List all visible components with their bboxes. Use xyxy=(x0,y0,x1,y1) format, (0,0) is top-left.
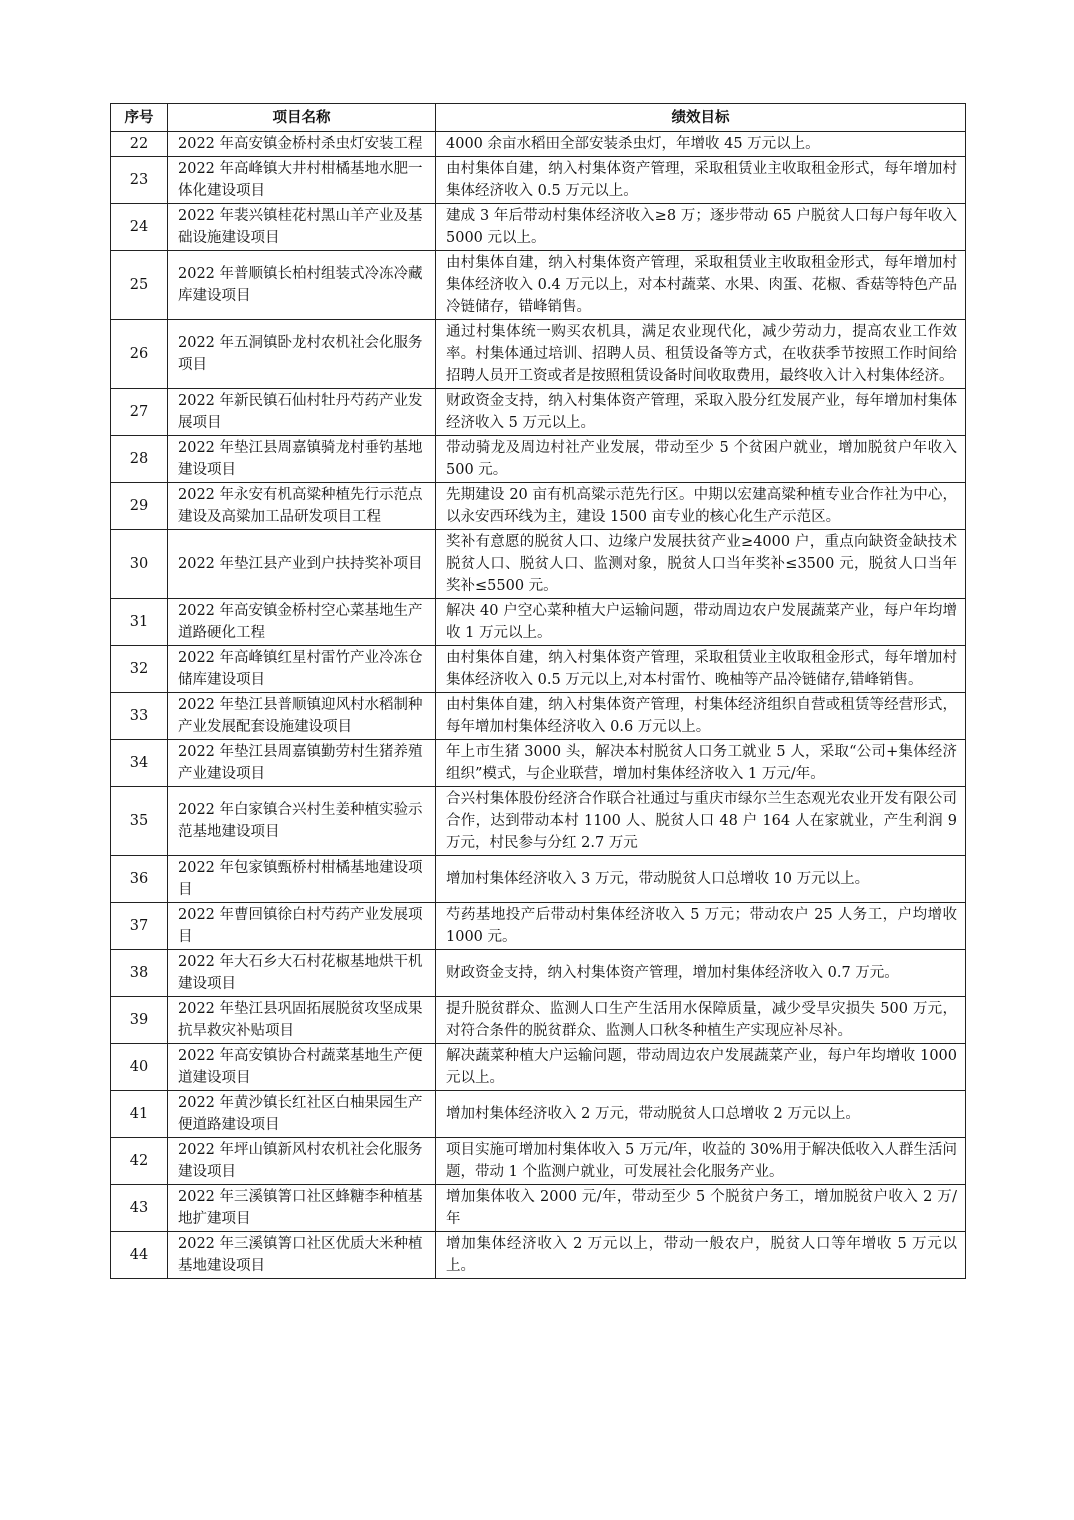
row-project-name: 2022 年大石乡大石村花椒基地烘干机建设项目 xyxy=(168,950,436,997)
row-performance-goal: 增加村集体经济收入 2 万元，带动脱贫人口总增收 2 万元以上。 xyxy=(436,1091,966,1138)
row-serial: 25 xyxy=(111,251,168,320)
row-serial: 30 xyxy=(111,530,168,599)
row-performance-goal: 奖补有意愿的脱贫人口、边缘户发展扶贫产业≥4000 户，重点向缺资金缺技术脱贫人口、脱贫人口、监测对象，脱贫人口当年奖补≤3500 元，脱贫人口当年奖补≤5500 元。 xyxy=(436,530,966,599)
table-header-row xyxy=(111,104,966,132)
row-project-name: 2022 年高安镇金桥村空心菜基地生产道路硬化工程 xyxy=(168,599,436,646)
table-row xyxy=(111,950,966,997)
table-row xyxy=(111,646,966,693)
header-performance-goal: 绩效目标 xyxy=(436,104,966,132)
table-row xyxy=(111,204,966,251)
row-project-name: 2022 年坪山镇新风村农机社会化服务建设项目 xyxy=(168,1138,436,1185)
table-row xyxy=(111,251,966,320)
row-performance-goal: 带动骑龙及周边村社产业发展，带动至少 5 个贫困户就业，增加脱贫户年收入 500 元。 xyxy=(436,436,966,483)
row-project-name: 2022 年高峰镇大井村柑橘基地水肥一体化建设项目 xyxy=(168,157,436,204)
row-project-name: 2022 年包家镇甄桥村柑橘基地建设项目 xyxy=(168,856,436,903)
row-project-name: 2022 年垫江县巩固拓展脱贫攻坚成果抗旱救灾补贴项目 xyxy=(168,997,436,1044)
row-performance-goal: 解决蔬菜种植大户运输问题，带动周边农户发展蔬菜产业，每户年均增收 1000 元以上。 xyxy=(436,1044,966,1091)
row-performance-goal: 提升脱贫群众、监测人口生产生活用水保障质量，减少受旱灾损失 500 万元，对符合条件的脱贫群众、监测人口秋冬种植生产实现应补尽补。 xyxy=(436,997,966,1044)
table-body xyxy=(111,132,966,1279)
row-performance-goal: 由村集体自建，纳入村集体资产管理，采取租赁业主收取租金形式，每年增加村集体经济收入 0.4 万元以上，对本村蔬菜、水果、肉蛋、花椒、香菇等特色产品冷链储存，错峰销售。 xyxy=(436,251,966,320)
row-project-name: 2022 年曹回镇徐白村芍药产业发展项目 xyxy=(168,903,436,950)
table-row xyxy=(111,1091,966,1138)
table-row xyxy=(111,856,966,903)
header-serial: 序号 xyxy=(111,104,168,132)
row-project-name: 2022 年垫江县产业到户扶持奖补项目 xyxy=(168,530,436,599)
row-performance-goal: 由村集体自建，纳入村集体资产管理，采取租赁业主收取租金形式，每年增加村集体经济收入 0.5 万元以上。 xyxy=(436,157,966,204)
row-serial: 44 xyxy=(111,1232,168,1279)
row-project-name: 2022 年三溪镇箐口社区蜂糖李种植基地扩建项目 xyxy=(168,1185,436,1232)
row-performance-goal: 合兴村集体股份经济合作联合社通过与重庆市绿尔兰生态观光农业开发有限公司合作，达到带动本村 1100 人、脱贫人口 48 户 164 人在家就业，产生利润 9 万元，村民参与分红 2.7 万元 xyxy=(436,787,966,856)
table-row xyxy=(111,1138,966,1185)
row-serial: 23 xyxy=(111,157,168,204)
table-row xyxy=(111,599,966,646)
row-serial: 40 xyxy=(111,1044,168,1091)
row-project-name: 2022 年三溪镇箐口社区优质大米种植基地建设项目 xyxy=(168,1232,436,1279)
row-performance-goal: 通过村集体统一购买农机具，满足农业现代化，减少劳动力，提高农业工作效率。村集体通过培训、招聘人员、租赁设备等方式，在收获季节按照工作时间给招聘人员开工资或者是按照租赁设备时间收取费用，最终收入计入村集体经济。 xyxy=(436,320,966,389)
table-row xyxy=(111,1232,966,1279)
table-row xyxy=(111,1044,966,1091)
row-serial: 41 xyxy=(111,1091,168,1138)
row-project-name: 2022 年垫江县普顺镇迎风村水稻制种产业发展配套设施建设项目 xyxy=(168,693,436,740)
row-serial: 38 xyxy=(111,950,168,997)
row-serial: 26 xyxy=(111,320,168,389)
row-project-name: 2022 年高峰镇红星村雷竹产业冷冻仓储库建设项目 xyxy=(168,646,436,693)
row-serial: 42 xyxy=(111,1138,168,1185)
row-serial: 37 xyxy=(111,903,168,950)
table-row xyxy=(111,1185,966,1232)
row-performance-goal: 先期建设 20 亩有机高粱示范先行区。中期以宏建高粱种植专业合作社为中心，以永安西环线为主，建设 1500 亩专业的核心化生产示范区。 xyxy=(436,483,966,530)
row-project-name: 2022 年高安镇金桥村杀虫灯安装工程 xyxy=(168,132,436,157)
row-project-name: 2022 年普顺镇长柏村组装式冷冻冷藏库建设项目 xyxy=(168,251,436,320)
row-serial: 31 xyxy=(111,599,168,646)
row-project-name: 2022 年垫江县周嘉镇骑龙村垂钓基地建设项目 xyxy=(168,436,436,483)
row-project-name: 2022 年垫江县周嘉镇勤劳村生猪养殖产业建设项目 xyxy=(168,740,436,787)
row-performance-goal: 财政资金支持，纳入村集体资产管理，增加村集体经济收入 0.7 万元。 xyxy=(436,950,966,997)
row-serial: 39 xyxy=(111,997,168,1044)
row-performance-goal: 芍药基地投产后带动村集体经济收入 5 万元；带动农户 25 人务工，户均增收 1000 元。 xyxy=(436,903,966,950)
row-serial: 32 xyxy=(111,646,168,693)
row-serial: 33 xyxy=(111,693,168,740)
row-performance-goal: 4000 余亩水稻田全部安装杀虫灯，年增收 45 万元以上。 xyxy=(436,132,966,157)
row-project-name: 2022 年永安有机高粱种植先行示范点建设及高粱加工品研发项目工程 xyxy=(168,483,436,530)
row-performance-goal: 由村集体自建，纳入村集体资产管理，采取租赁业主收取租金形式，每年增加村集体经济收入 0.5 万元以上,对本村雷竹、晚柚等产品冷链储存,错峰销售。 xyxy=(436,646,966,693)
table-row xyxy=(111,903,966,950)
row-serial: 29 xyxy=(111,483,168,530)
row-performance-goal: 解决 40 户空心菜种植大户运输问题，带动周边农户发展蔬菜产业，每户年均增收 1 万元以上。 xyxy=(436,599,966,646)
row-performance-goal: 由村集体自建，纳入村集体资产管理，村集体经济组织自营或租赁等经营形式，每年增加村集体经济收入 0.6 万元以上。 xyxy=(436,693,966,740)
table-row xyxy=(111,436,966,483)
row-serial: 34 xyxy=(111,740,168,787)
table-row xyxy=(111,389,966,436)
performance-table xyxy=(110,103,966,1279)
table-row xyxy=(111,132,966,157)
row-performance-goal: 增加集体经济收入 2 万元以上，带动一般农户，脱贫人口等年增收 5 万元以上。 xyxy=(436,1232,966,1279)
row-performance-goal: 财政资金支持，纳入村集体资产管理，采取入股分红发展产业，每年增加村集体经济收入 5 万元以上。 xyxy=(436,389,966,436)
row-serial: 24 xyxy=(111,204,168,251)
row-performance-goal: 年上市生猪 3000 头，解决本村脱贫人口务工就业 5 人，采取“公司+集体经济组织”模式，与企业联营，增加村集体经济收入 1 万元/年。 xyxy=(436,740,966,787)
row-performance-goal: 增加集体收入 2000 元/年，带动至少 5 个脱贫户务工，增加脱贫户收入 2 万/年 xyxy=(436,1185,966,1232)
row-serial: 43 xyxy=(111,1185,168,1232)
row-project-name: 2022 年五洞镇卧龙村农机社会化服务项目 xyxy=(168,320,436,389)
row-project-name: 2022 年高安镇协合村蔬菜基地生产便道建设项目 xyxy=(168,1044,436,1091)
document-page xyxy=(110,103,965,1279)
row-project-name: 2022 年黄沙镇长红社区白柚果园生产便道路建设项目 xyxy=(168,1091,436,1138)
row-serial: 35 xyxy=(111,787,168,856)
row-project-name: 2022 年裴兴镇桂花村黑山羊产业及基础设施建设项目 xyxy=(168,204,436,251)
table-row xyxy=(111,483,966,530)
row-performance-goal: 建成 3 年后带动村集体经济收入≥8 万；逐步带动 65 户脱贫人口每户每年收入 5000 元以上。 xyxy=(436,204,966,251)
row-serial: 36 xyxy=(111,856,168,903)
table-row xyxy=(111,157,966,204)
row-project-name: 2022 年白家镇合兴村生姜种植实验示范基地建设项目 xyxy=(168,787,436,856)
table-row xyxy=(111,787,966,856)
table-row xyxy=(111,740,966,787)
row-project-name: 2022 年新民镇石仙村牡丹芍药产业发展项目 xyxy=(168,389,436,436)
table-row xyxy=(111,693,966,740)
table-row xyxy=(111,530,966,599)
header-project-name: 项目名称 xyxy=(168,104,436,132)
table-row xyxy=(111,997,966,1044)
row-performance-goal: 项目实施可增加村集体收入 5 万元/年，收益的 30%用于解决低收入人群生活问题，带动 1 个监测户就业，可发展社会化服务产业。 xyxy=(436,1138,966,1185)
row-serial: 22 xyxy=(111,132,168,157)
row-serial: 27 xyxy=(111,389,168,436)
table-row xyxy=(111,320,966,389)
row-performance-goal: 增加村集体经济收入 3 万元，带动脱贫人口总增收 10 万元以上。 xyxy=(436,856,966,903)
row-serial: 28 xyxy=(111,436,168,483)
